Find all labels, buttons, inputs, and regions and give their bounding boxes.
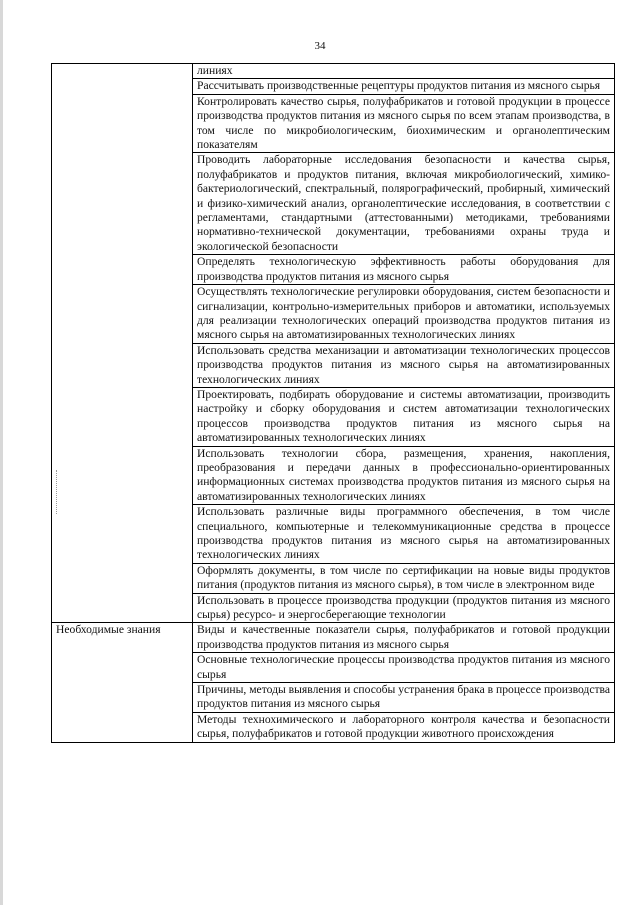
skill-item: Использовать средства механизации и автоматизации технологических процессов производства продуктов питания из мясного сырья на автоматизированных технологических линиях — [193, 343, 615, 387]
table-row — [52, 64, 615, 79]
skill-item: Контролировать качество сырья, полуфабрикатов и готовой продукции в процессе производства продуктов питания из мясного сырья по всем этапам производства, в том числе по микробиологическим, биохимическим и органолептическим показателям — [193, 94, 615, 153]
skill-item: Осуществлять технологические регулировки оборудования, систем безопасности и сигнализации, контрольно-измерительных приборов и автоматики, используемых для реализации технологических операций производства продуктов питания из мясного сырья на автоматизированных технологических линиях — [193, 285, 615, 344]
knowledge-item: Виды и качественные показатели сырья, полуфабрикатов и готовой продукции производства продуктов питания из мясного сырья — [193, 623, 615, 653]
scan-edge — [0, 0, 3, 905]
knowledge-label-cell: Необходимые знания — [52, 623, 193, 742]
skills-label-cell — [52, 64, 193, 623]
skill-item: Оформлять документы, в том числе по сертификации на новые виды продуктов питания (продуктов питания из мясного сырья), в том числе в электронном виде — [193, 563, 615, 593]
skill-item: Использовать в процессе производства продукции (продуктов питания из мясного сырья) ресурсо- и энергосберегающие технологии — [193, 593, 615, 623]
skill-item: Проектировать, подбирать оборудование и системы автоматизации, производить настройку и сборку оборудования и систем автоматизации технологических процессов производства продуктов питания из мясного сырья на автоматизированных технологических линиях — [193, 387, 615, 446]
skill-item: Использовать различные виды программного обеспечения, в том числе специального, компьютерные и телекоммуникационные средства в процессе производства продуктов питания из мясного сырья на автоматизированных технологических линиях — [193, 505, 615, 564]
scan-artifact — [56, 470, 59, 514]
skill-item: Рассчитывать производственные рецептуры продуктов питания из мясного сырья — [193, 79, 615, 94]
knowledge-item: Причины, методы выявления и способы устранения брака в процессе производства продуктов питания из мясного сырья — [193, 683, 615, 713]
competency-table — [51, 63, 615, 743]
skill-item: Определять технологическую эффективность работы оборудования для производства продуктов питания из мясного сырья — [193, 255, 615, 285]
knowledge-item: Основные технологические процессы производства продуктов питания из мясного сырья — [193, 653, 615, 683]
table-row — [52, 623, 615, 653]
skill-item: Использовать технологии сбора, размещения, хранения, накопления, преобразования и передачи данных в профессионально-ориентированных информационных системах производства продуктов питания из мясного сырья на автоматизированных технологических линиях — [193, 446, 615, 505]
skill-item: Проводить лабораторные исследования безопасности и качества сырья, полуфабрикатов и продуктов питания, включая микробиологический, химико-бактериологический, спектральный, полярографический, пробирный, химический и физико-химический анализ, органолептические исследования, в соответствии с регламентами, стандартными (аттестованными) методиками, требованиями нормативно-технической документации, требованиями охраны труда и экологической безопасности — [193, 153, 615, 255]
page-number: 34 — [314, 40, 326, 52]
skill-item: линиях — [193, 64, 615, 79]
knowledge-item: Методы технохимического и лабораторного контроля качества и безопасности сырья, полуфабрикатов и готовой продукции животного происхождения — [193, 712, 615, 742]
